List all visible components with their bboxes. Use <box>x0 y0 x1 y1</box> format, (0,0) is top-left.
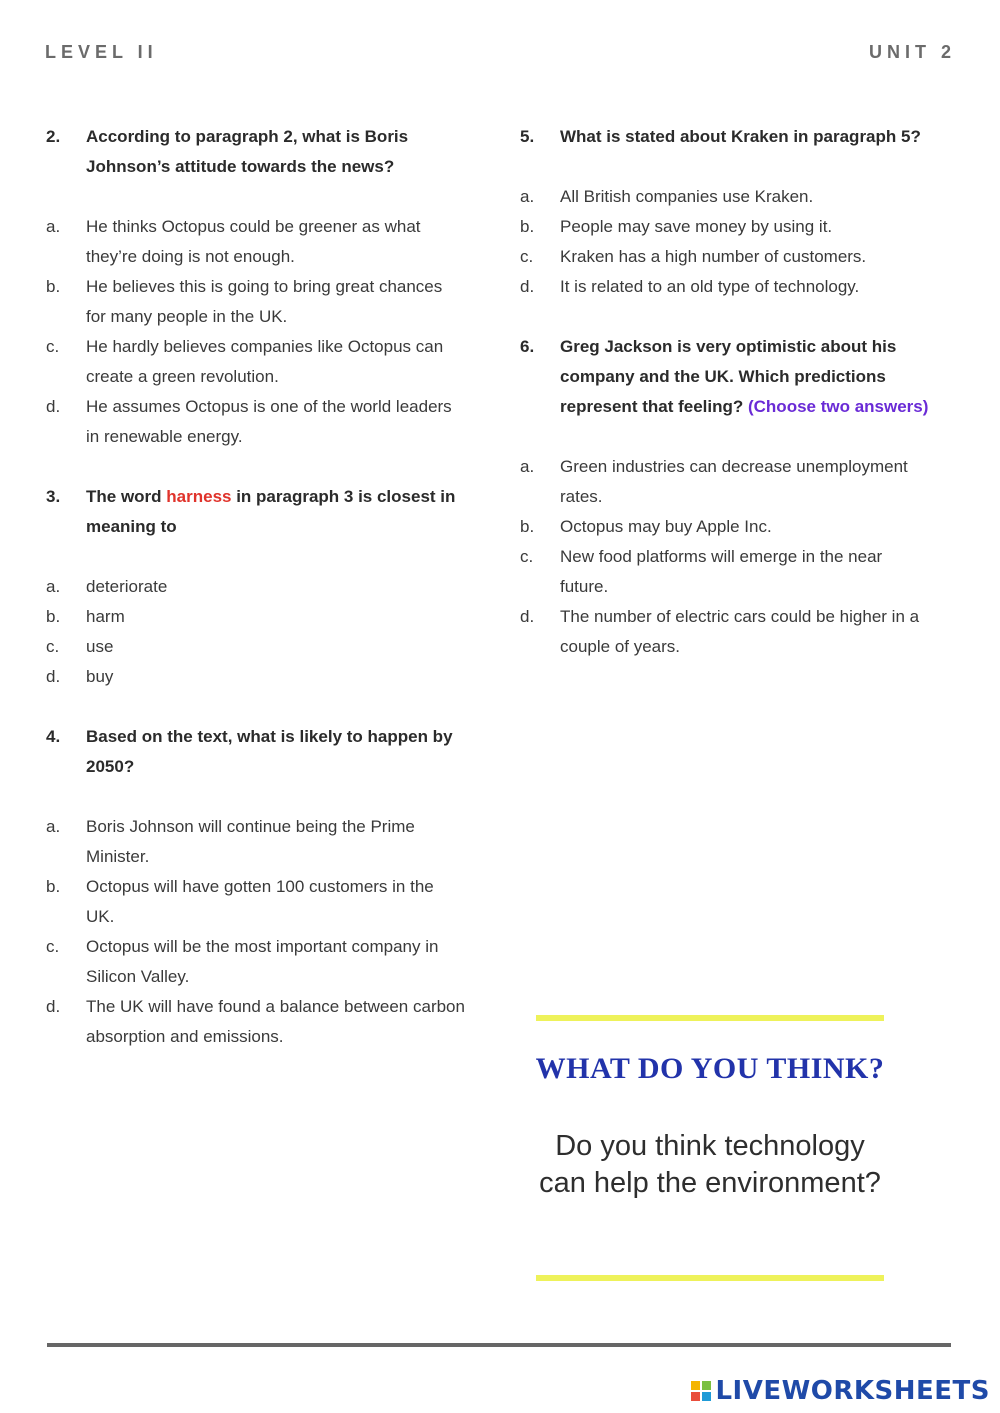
question-3-stem <box>46 482 466 542</box>
option-text: It is related to an old type of technology. <box>560 277 860 296</box>
option-text: The number of electric cars could be higher in a couple of years. <box>560 607 920 656</box>
option-text: The UK will have found a balance between carbon absorption and emissions. <box>86 997 465 1046</box>
option-a[interactable] <box>520 452 930 512</box>
footer-divider <box>47 1343 951 1347</box>
question-3-options <box>46 572 466 692</box>
option-d[interactable] <box>520 602 930 662</box>
option-letter: b. <box>46 607 61 626</box>
option-text: He believes this is going to bring great chances for many people in the UK. <box>86 277 443 326</box>
option-text: Green industries can decrease unemployment rates. <box>560 457 908 506</box>
logo-text: LIVEWORKSHEETS <box>715 1376 990 1406</box>
option-letter: b. <box>520 517 535 536</box>
option-text: deteriorate <box>86 577 168 596</box>
option-text: People may save money by using it. <box>560 217 833 236</box>
option-letter: b. <box>520 217 535 236</box>
question-number: 6. <box>520 337 535 356</box>
question-text-part: in paragraph 3 is closest in meaning to <box>86 487 456 536</box>
option-text: All British companies use Kraken. <box>560 187 814 206</box>
option-text: harm <box>86 607 125 626</box>
question-3 <box>46 482 466 692</box>
question-number: 5. <box>520 127 535 146</box>
liveworksheets-logo[interactable] <box>691 1376 990 1406</box>
question-6-stem <box>520 332 930 422</box>
option-letter: c. <box>46 337 60 356</box>
option-text: He hardly believes companies like Octopus can create a green revolution. <box>86 337 444 386</box>
option-letter: b. <box>46 877 61 896</box>
option-a[interactable] <box>46 572 466 602</box>
option-b[interactable] <box>46 602 466 632</box>
option-letter: b. <box>46 277 61 296</box>
option-text: Octopus will be the most important company in Silicon Valley. <box>86 937 439 986</box>
option-text: use <box>86 637 114 656</box>
question-5-stem <box>520 122 930 152</box>
question-2 <box>46 122 466 452</box>
option-a[interactable] <box>46 812 466 872</box>
option-b[interactable] <box>46 872 466 932</box>
option-letter: c. <box>46 637 60 656</box>
option-letter: a. <box>520 457 535 476</box>
option-b[interactable] <box>46 272 466 332</box>
option-letter: d. <box>520 277 535 296</box>
option-d[interactable] <box>520 272 930 302</box>
highlight-bar-bottom <box>536 1275 884 1281</box>
question-4-options <box>46 812 466 1052</box>
option-text: New food platforms will emerge in the near future. <box>560 547 883 596</box>
option-d[interactable] <box>46 662 466 692</box>
option-text: buy <box>86 667 114 686</box>
option-text: Kraken has a high number of customers. <box>560 247 867 266</box>
option-d[interactable] <box>46 392 466 452</box>
question-6 <box>520 332 930 662</box>
question-number: 2. <box>46 127 61 146</box>
option-letter: a. <box>46 577 61 596</box>
option-text: Octopus will have gotten 100 customers in the UK. <box>86 877 434 926</box>
option-b[interactable] <box>520 212 930 242</box>
option-letter: d. <box>520 607 535 626</box>
question-6-options <box>520 452 930 662</box>
question-5-options <box>520 182 930 302</box>
question-text: Based on the text, what is likely to happen by 2050? <box>86 727 453 776</box>
option-text: Boris Johnson will continue being the Prime Minister. <box>86 817 415 866</box>
right-column <box>520 122 930 692</box>
option-text: He assumes Octopus is one of the world leaders in renewable energy. <box>86 397 452 446</box>
option-c[interactable] <box>520 242 930 272</box>
instruction-note: (Choose two answers) <box>747 397 929 416</box>
logo-square <box>702 1381 711 1390</box>
option-letter: a. <box>46 817 61 836</box>
question-5 <box>520 122 930 302</box>
option-text: Octopus may buy Apple Inc. <box>560 517 772 536</box>
question-text: According to paragraph 2, what is Boris Johnson’s attitude towards the news? <box>86 127 409 176</box>
option-letter: c. <box>520 547 534 566</box>
option-letter: d. <box>46 397 61 416</box>
question-number: 4. <box>46 727 61 746</box>
option-d[interactable] <box>46 992 466 1052</box>
highlight-bar-top <box>536 1015 884 1021</box>
option-letter: a. <box>46 217 61 236</box>
level-label: LEVEL II <box>45 42 158 62</box>
question-number: 3. <box>46 487 61 506</box>
highlighted-word: harness <box>166 487 232 506</box>
question-4-stem <box>46 722 466 782</box>
logo-square <box>702 1392 711 1401</box>
option-b[interactable] <box>520 512 930 542</box>
option-c[interactable] <box>46 932 466 992</box>
think-question: Do you think technology can help the environment? <box>539 1130 881 1199</box>
question-text <box>86 482 466 542</box>
question-text <box>560 332 930 422</box>
logo-mark-icon <box>691 1381 711 1401</box>
question-2-stem <box>46 122 466 182</box>
think-title: WHAT DO YOU THINK? <box>535 1052 885 1085</box>
question-2-options <box>46 212 466 452</box>
option-c[interactable] <box>520 542 930 602</box>
option-text: He thinks Octopus could be greener as what they’re doing is not enough. <box>86 217 421 266</box>
question-text: What is stated about Kraken in paragraph 5? <box>560 127 921 146</box>
option-letter: d. <box>46 997 61 1016</box>
option-letter: c. <box>520 247 534 266</box>
option-a[interactable] <box>46 212 466 272</box>
option-a[interactable] <box>520 182 930 212</box>
left-column <box>46 122 466 1082</box>
option-letter: d. <box>46 667 61 686</box>
logo-square <box>691 1381 700 1390</box>
option-c[interactable] <box>46 632 466 662</box>
unit-label: UNIT 2 <box>868 42 956 62</box>
question-4 <box>46 722 466 1052</box>
question-text-part: The word <box>86 487 167 506</box>
option-c[interactable] <box>46 332 466 392</box>
option-letter: a. <box>520 187 535 206</box>
logo-square <box>691 1392 700 1401</box>
option-letter: c. <box>46 937 60 956</box>
question-text-part: Greg Jackson is very optimistic about his company and the UK. Which predictions represent that feeling? <box>560 337 897 416</box>
